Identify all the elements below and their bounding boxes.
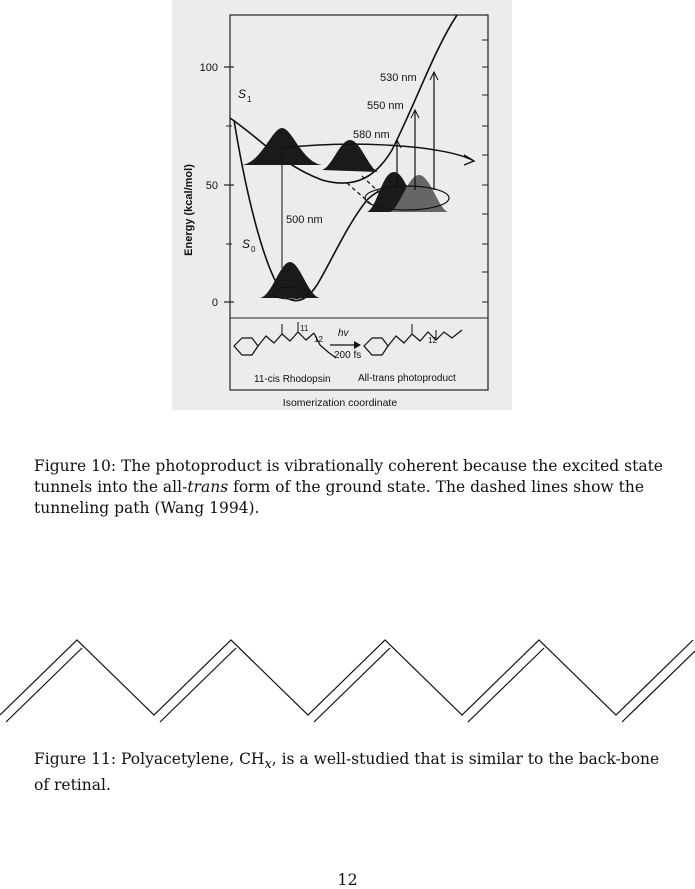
figure-11-label: Figure 11: (34, 750, 117, 768)
svg-text:12: 12 (428, 336, 437, 345)
figure-10-caption-italic: trans (187, 478, 229, 496)
time-label: 200 fs (334, 350, 362, 361)
y-tick-100: 100 (199, 62, 218, 74)
figure-10-caption-text-1: The photoproduct is vibrationally coherent because the excited state tunnels into the all- (34, 457, 663, 496)
figure-11-polyacetylene (0, 630, 695, 730)
s0-label: S (242, 237, 251, 251)
figure-11-caption-text-1: Polyacetylene, CH (116, 750, 265, 768)
wavelength-580: 580 nm (353, 129, 390, 141)
s0-subscript: 0 (251, 245, 256, 254)
figure-11-caption-text-2: , is a well-studied that is similar to the back-bone of retinal. (34, 750, 660, 795)
y-axis-label: Energy (kcal/mol) (183, 164, 195, 256)
plot-frame (230, 15, 488, 390)
polyacetylene-chain (0, 630, 695, 730)
figure-10-image (172, 0, 512, 410)
page-number: 12 (337, 870, 358, 889)
s1-label: S (238, 87, 247, 101)
energy-diagram (172, 0, 512, 410)
s1-subscript: 1 (247, 95, 252, 104)
wavelength-550: 550 nm (367, 100, 404, 112)
wavelength-500: 500 nm (286, 214, 323, 226)
figure-11-caption (34, 749, 664, 796)
x-axis-label: Isomerization coordinate (282, 397, 398, 409)
reactant-label: 11-cis Rhodopsin (254, 374, 331, 385)
figure-10-caption (34, 456, 664, 519)
wavelength-530: 530 nm (380, 72, 417, 84)
figure-11-caption-subscript: x (264, 757, 272, 773)
svg-text:11: 11 (300, 324, 309, 333)
product-label: All-trans photoproduct (358, 373, 456, 384)
y-tick-50: 50 (205, 180, 218, 192)
light-label: hv (338, 328, 349, 339)
figure-10-caption-text-2: form of the ground state. The dashed lines show the tunneling path (Wang 1994). (34, 478, 644, 517)
svg-text:12: 12 (314, 335, 323, 344)
y-tick-0: 0 (211, 297, 218, 309)
figure-10-label: Figure 10: (34, 457, 117, 475)
